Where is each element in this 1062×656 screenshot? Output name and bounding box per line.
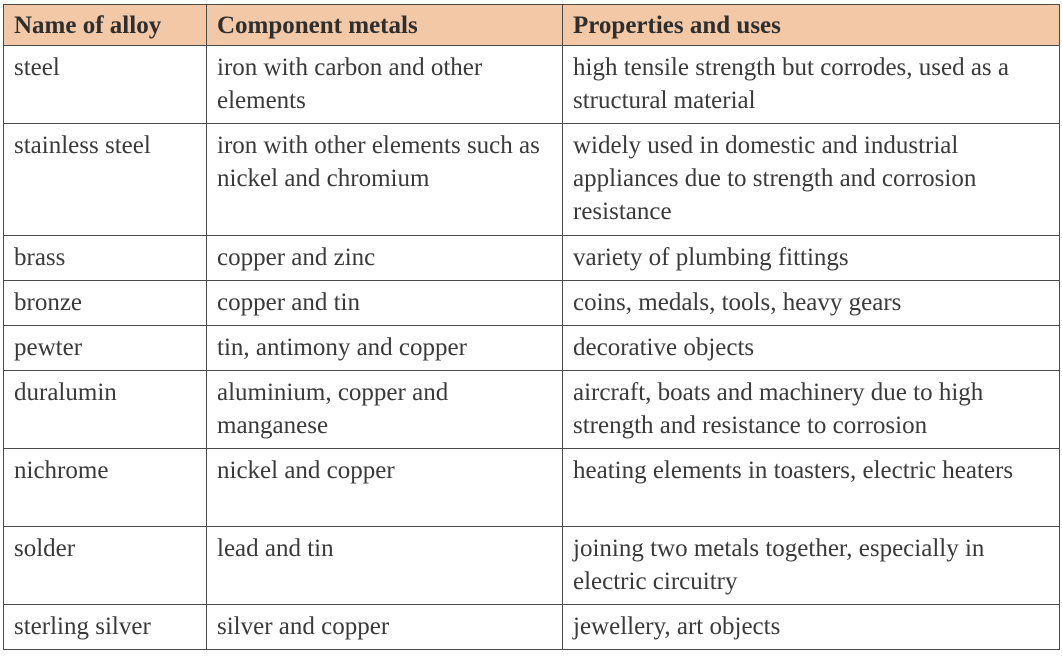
alloy-name-cell: solder xyxy=(4,527,207,605)
table-row xyxy=(4,124,1060,236)
table-header xyxy=(4,5,1060,46)
properties-uses-cell: joining two metals together, especially in electric circuitry xyxy=(563,527,1060,605)
component-metals-cell: copper and tin xyxy=(207,281,563,326)
properties-uses-cell: widely used in domestic and industrial appliances due to strength and corrosion resistance xyxy=(563,124,1060,236)
header-properties-and-uses: Properties and uses xyxy=(563,5,1060,46)
table-row xyxy=(4,527,1060,605)
component-metals-cell: lead and tin xyxy=(207,527,563,605)
properties-uses-cell: aircraft, boats and machinery due to high strength and resistance to corrosion xyxy=(563,371,1060,449)
properties-uses-cell: high tensile strength but corrodes, used as a structural material xyxy=(563,46,1060,124)
table-row xyxy=(4,326,1060,371)
table-row xyxy=(4,371,1060,449)
component-metals-cell: iron with carbon and other elements xyxy=(207,46,563,124)
component-metals-cell: aluminium, copper and manganese xyxy=(207,371,563,449)
properties-uses-cell: variety of plumbing fittings xyxy=(563,236,1060,281)
alloys-table xyxy=(3,4,1060,650)
alloy-name-cell: duralumin xyxy=(4,371,207,449)
alloy-name-cell: stainless steel xyxy=(4,124,207,236)
table-row xyxy=(4,605,1060,650)
component-metals-cell: silver and copper xyxy=(207,605,563,650)
alloy-name-cell: steel xyxy=(4,46,207,124)
properties-uses-cell: heating elements in toasters, electric heaters xyxy=(563,449,1060,527)
table-row xyxy=(4,449,1060,527)
properties-uses-cell: coins, medals, tools, heavy gears xyxy=(563,281,1060,326)
component-metals-cell: nickel and copper xyxy=(207,449,563,527)
properties-uses-cell: jewellery, art objects xyxy=(563,605,1060,650)
table-row xyxy=(4,236,1060,281)
header-component-metals: Component metals xyxy=(207,5,563,46)
component-metals-cell: tin, antimony and copper xyxy=(207,326,563,371)
alloy-name-cell: brass xyxy=(4,236,207,281)
table-row xyxy=(4,46,1060,124)
component-metals-cell: copper and zinc xyxy=(207,236,563,281)
alloy-name-cell: nichrome xyxy=(4,449,207,527)
table-row xyxy=(4,281,1060,326)
alloy-name-cell: pewter xyxy=(4,326,207,371)
header-name-of-alloy: Name of alloy xyxy=(4,5,207,46)
properties-uses-cell: decorative objects xyxy=(563,326,1060,371)
header-row xyxy=(4,5,1060,46)
alloy-name-cell: sterling silver xyxy=(4,605,207,650)
alloy-name-cell: bronze xyxy=(4,281,207,326)
component-metals-cell: iron with other elements such as nickel and chromium xyxy=(207,124,563,236)
table-body xyxy=(4,46,1060,650)
